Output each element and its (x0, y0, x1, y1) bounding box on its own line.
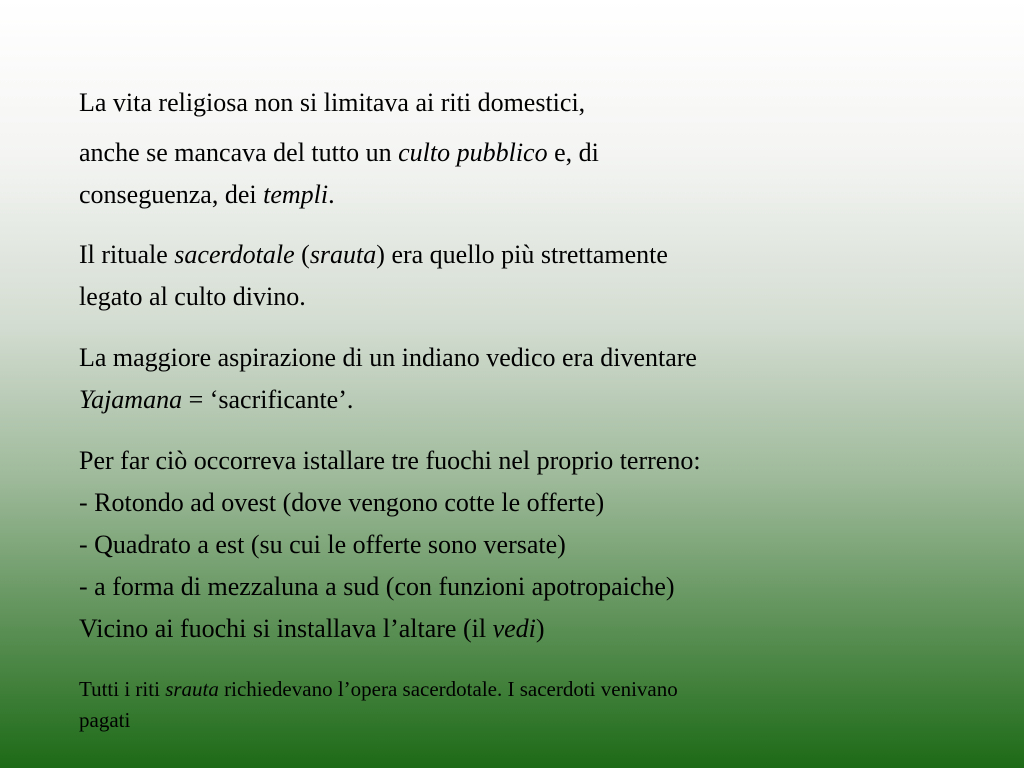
emphasis-srauta: srauta (309, 240, 377, 269)
text-line: La vita religiosa non si limitava ai riti domestici, (79, 88, 586, 117)
emphasis-vedi: vedi (492, 614, 536, 643)
text-span: Tutti i riti (79, 677, 166, 701)
text-line (79, 674, 678, 705)
text-line: pagati (79, 708, 131, 732)
list-item: - a forma di mezzaluna a sud (con funzioni apotropaiche) (79, 572, 675, 601)
paragraph-ritual (79, 234, 668, 318)
text-span: ( (294, 240, 310, 269)
emphasis-yajamana: Yajamana (79, 385, 183, 414)
text-span: ) (535, 614, 545, 643)
list-item: - Quadrato a est (su cui le offerte sono versate) (79, 530, 566, 559)
text-span: . (328, 180, 335, 209)
emphasis-templi: templi (263, 180, 329, 209)
text-span: = ‘sacrificante’. (182, 385, 354, 414)
text-span: ) era quello più strettamente (376, 240, 668, 269)
text-line (79, 608, 701, 650)
footnote-paragraph (79, 674, 678, 736)
emphasis-culto-pubblico: culto pubblico (398, 138, 548, 167)
text-span: conseguenza, dei (79, 180, 264, 209)
text-line: Per far ciò occorreva istallare tre fuochi nel proprio terreno: (79, 446, 701, 475)
emphasis-sacerdotale: sacerdotale (174, 240, 295, 269)
text-line: La maggiore aspirazione di un indiano vedico era diventare (79, 343, 697, 372)
paragraph-public-cult (79, 132, 599, 216)
text-line: legato al culto divino. (79, 282, 306, 311)
text-span: Vicino ai fuochi si installava l’altare (il (79, 614, 493, 643)
paragraph-religious-life (79, 82, 585, 124)
emphasis-srauta: srauta (165, 677, 219, 701)
paragraph-fires (79, 440, 701, 650)
text-span: e, di (547, 138, 599, 167)
text-line (79, 379, 697, 421)
text-span: Il rituale (79, 240, 175, 269)
text-span: richiedevano l’opera sacerdotale. I sacerdoti venivano (218, 677, 678, 701)
text-span: anche se mancava del tutto un (79, 138, 399, 167)
list-item: - Rotondo ad ovest (dove vengono cotte le offerte) (79, 488, 605, 517)
text-line (79, 234, 668, 276)
paragraph-aspiration (79, 337, 697, 421)
text-line (79, 132, 599, 174)
text-line (79, 174, 599, 216)
